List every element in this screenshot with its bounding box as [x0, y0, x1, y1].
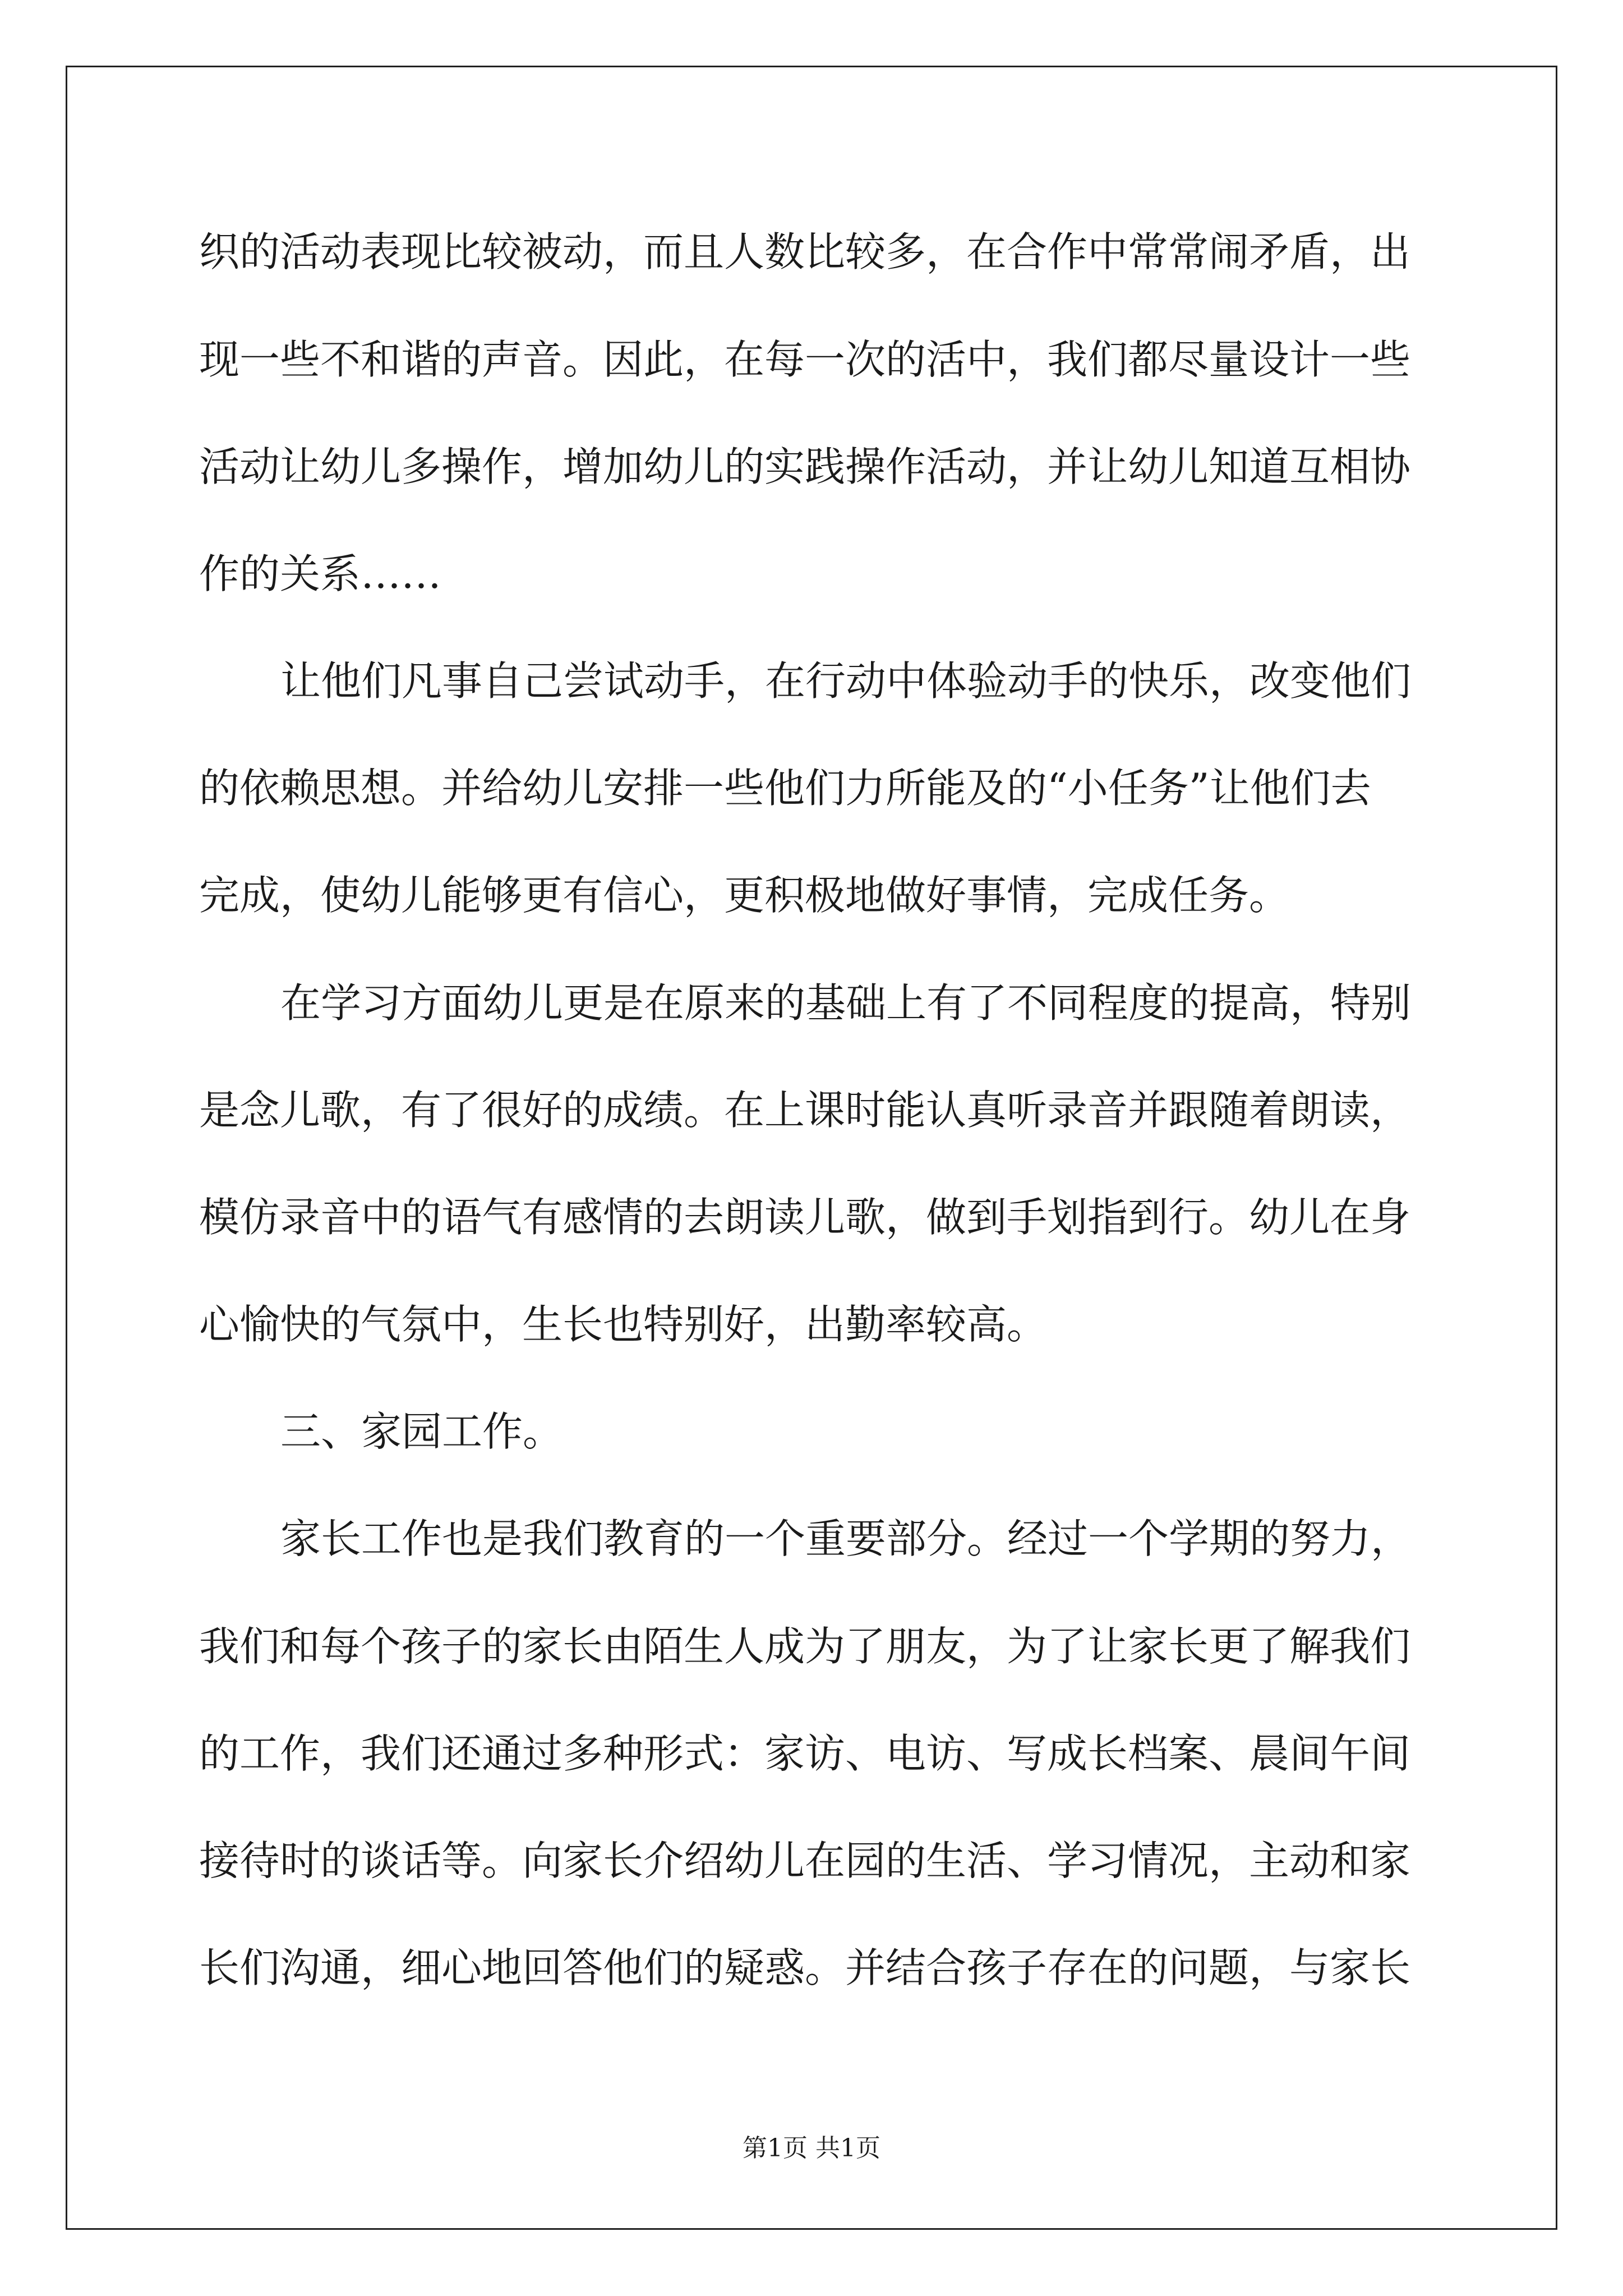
text-line: 接待时的谈话等。向家长介绍幼儿在园的生活、学习情况，主动和家 — [199, 1837, 1411, 1884]
text-line: 我们和每个孩子的家长由陌生人成为了朋友，为了让家长更了解我们 — [199, 1623, 1411, 1670]
section-heading: 三、家园工作。 — [280, 1408, 564, 1455]
text-line: 是念儿歌，有了很好的成绩。在上课时能认真听录音并跟随着朗读， — [199, 1087, 1411, 1134]
text-line: 活动让幼儿多操作，增加幼儿的实践操作活动，并让幼儿知道互相协 — [199, 443, 1411, 490]
text-line: 织的活动表现比较被动，而且人数比较多，在合作中常常闹矛盾，出 — [199, 228, 1411, 275]
text-line: 的工作，我们还通过多种形式：家访、电访、写成长档案、晨间午间 — [199, 1730, 1411, 1777]
text-line: 心愉快的气氛中，生长也特别好，出勤率较高。 — [199, 1301, 1048, 1348]
text-line: 让他们凡事自己尝试动手，在行动中体验动手的快乐，改变他们 — [280, 657, 1412, 705]
text-line: 的依赖思想。并给幼儿安排一些他们力所能及的“小任务”让他们去 — [199, 765, 1371, 812]
text-line: 在学习方面幼儿更是在原来的基础上有了不同程度的提高，特别 — [280, 979, 1412, 1027]
text-line: 现一些不和谐的声音。因此，在每一次的活中，我们都尽量设计一些 — [199, 336, 1411, 383]
text-line: 作的关系…… — [199, 550, 442, 597]
text-line: 长们沟通，细心地回答他们的疑惑。并结合孩子存在的问题，与家长 — [199, 1944, 1411, 1991]
text-line: 完成，使幼儿能够更有信心，更积极地做好事情，完成任务。 — [199, 872, 1290, 919]
text-line: 模仿录音中的语气有感情的去朗读儿歌，做到手划指到行。幼儿在身 — [199, 1194, 1411, 1241]
page-number-footer: 第1页 共1页 — [743, 2134, 880, 2162]
text-line: 家长工作也是我们教育的一个重要部分。经过一个学期的努力， — [280, 1515, 1412, 1562]
page-border — [66, 66, 1557, 2230]
